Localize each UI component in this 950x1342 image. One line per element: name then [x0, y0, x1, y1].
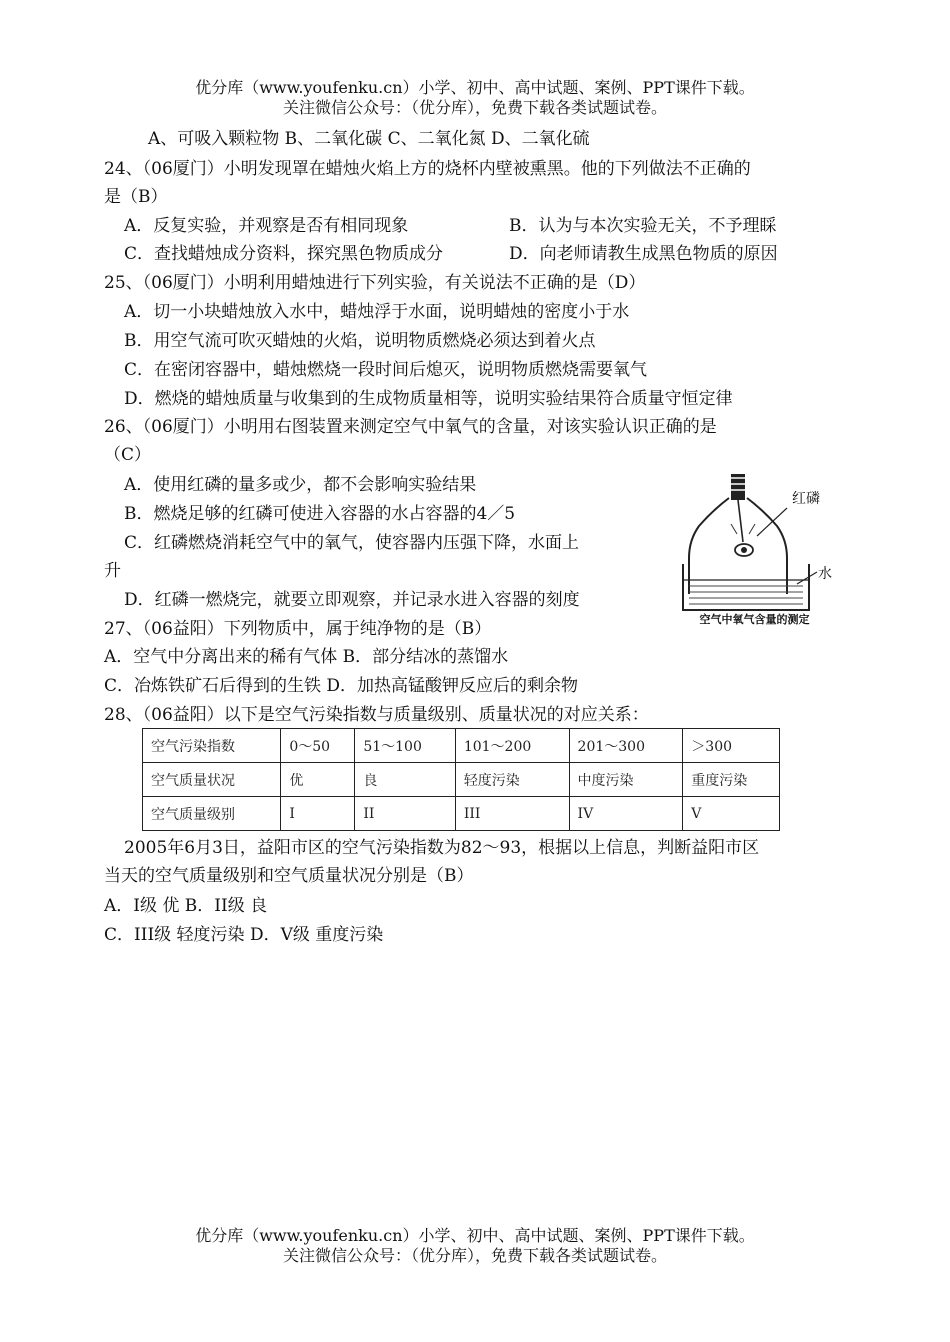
q27-stem: 27、（06益阳）下列物质中，属于纯净物的是（B） [104, 619, 492, 639]
table-cell: 优 [281, 763, 355, 797]
q28-options-ab: A．I级 优 B．II级 良 [104, 896, 268, 916]
q25-stem: 25、（06厦门）小明利用蜡烛进行下列实验，有关说法不正确的是（D） [104, 273, 646, 293]
q28-paragraph-line-2: 当天的空气质量级别和空气质量状况分别是（B） [104, 866, 474, 886]
table-cell: 良 [355, 763, 455, 797]
q26-stem-line-1: 26、（06厦门）小明用右图装置来测定空气中氧气的含量，对该实验认识正确的是 [104, 417, 717, 437]
footer-line-2: 关注微信公众号：（优分库），免费下载各类试题试卷。 [282, 1246, 667, 1265]
table-row [143, 797, 780, 831]
q28-stem: 28、（06益阳）以下是空气污染指数与质量级别、质量状况的对应关系： [104, 705, 649, 725]
q27-options-ab: A．空气中分离出来的稀有气体 B．部分结冰的蒸馏水 [104, 647, 509, 667]
table-cell: 重度污染 [683, 763, 780, 797]
table-cell: 中度污染 [569, 763, 683, 797]
table-cell: 空气质量状况 [143, 763, 281, 797]
q23-options: A、可吸入颗粒物 B、二氧化碳 C、二氧化氮 D、二氧化硫 [148, 129, 590, 149]
table-cell: 空气质量级别 [143, 797, 281, 831]
q24-option-a: A．反复实验，并观察是否有相同现象 [124, 216, 409, 236]
table-cell: 空气污染指数 [143, 729, 281, 763]
table-cell: II [355, 797, 455, 831]
figure-label-water: 水 [818, 566, 832, 582]
q26-option-d: D．红磷一燃烧完，就要立即观察，并记录水进入容器的刻度 [124, 590, 580, 610]
q24-option-c: C．查找蜡烛成分资料，探究黑色物质成分 [124, 244, 444, 264]
q27-options-cd: C．冶炼铁矿石后得到的生铁 D．加热高锰酸钾反应后的剩余物 [104, 676, 579, 696]
table-row [143, 729, 780, 763]
air-quality-table [142, 728, 780, 831]
figure-caption: 空气中氧气含量的测定 [699, 613, 810, 626]
table-cell: 0～50 [281, 729, 355, 763]
q26-option-b: B．燃烧足够的红磷可使进入容器的水占容器的4／5 [124, 504, 516, 524]
q25-option-b: B．用空气流可吹灭蜡烛的火焰，说明物质燃烧必须达到着火点 [124, 331, 596, 351]
header-line-2: 关注微信公众号：（优分库），免费下载各类试题试卷。 [282, 98, 667, 117]
q26-option-c-line-2: 升 [104, 561, 121, 581]
q26-option-c-line-1: C．红磷燃烧消耗空气中的氧气，使容器内压强下降，水面上 [124, 533, 580, 553]
q24-option-d: D．向老师请教生成黑色物质的原因 [509, 244, 778, 264]
q25-option-a: A．切一小块蜡烛放入水中，蜡烛浮于水面，说明蜡烛的密度小于水 [124, 302, 630, 322]
q24-stem-line-2: 是（B） [104, 187, 168, 207]
table-cell: III [455, 797, 569, 831]
header-line-1: 优分库（www.youfenku.cn）小学、初中、高中试题、案例、PPT课件下载。 [195, 78, 755, 97]
q25-option-c: C．在密闭容器中，蜡烛燃烧一段时间后熄灭，说明物质燃烧需要氧气 [124, 360, 648, 380]
table-cell: 轻度污染 [455, 763, 569, 797]
table-cell: 101～200 [455, 729, 569, 763]
q24-stem-line-1: 24、（06厦门）小明发现罩在蜡烛火焰上方的烧杯内壁被熏黑。他的下列做法不正确的 [104, 159, 751, 179]
footer-line-1: 优分库（www.youfenku.cn）小学、初中、高中试题、案例、PPT课件下载。 [195, 1226, 755, 1245]
q25-option-d: D．燃烧的蜡烛质量与收集到的生成物质量相等，说明实验结果符合质量守恒定律 [124, 389, 733, 409]
table-cell: I [281, 797, 355, 831]
table-cell: ＞300 [683, 729, 780, 763]
q28-paragraph-line-1: 2005年6月3日，益阳市区的空气污染指数为82～93，根据以上信息，判断益阳市区 [124, 838, 760, 858]
table-cell: 51～100 [355, 729, 455, 763]
table-cell: IV [569, 797, 683, 831]
table-cell: V [683, 797, 780, 831]
q28-options-cd: C．III级 轻度污染 D．V级 重度污染 [104, 925, 384, 945]
q24-option-b: B．认为与本次实验无关，不予理睬 [509, 216, 777, 236]
q26-option-a: A．使用红磷的量多或少，都不会影响实验结果 [124, 475, 477, 495]
q26-stem-line-2: （C） [104, 445, 152, 465]
table-row [143, 763, 780, 797]
table-cell: 201～300 [569, 729, 683, 763]
figure-label-phosphorus: 红磷 [792, 491, 820, 507]
